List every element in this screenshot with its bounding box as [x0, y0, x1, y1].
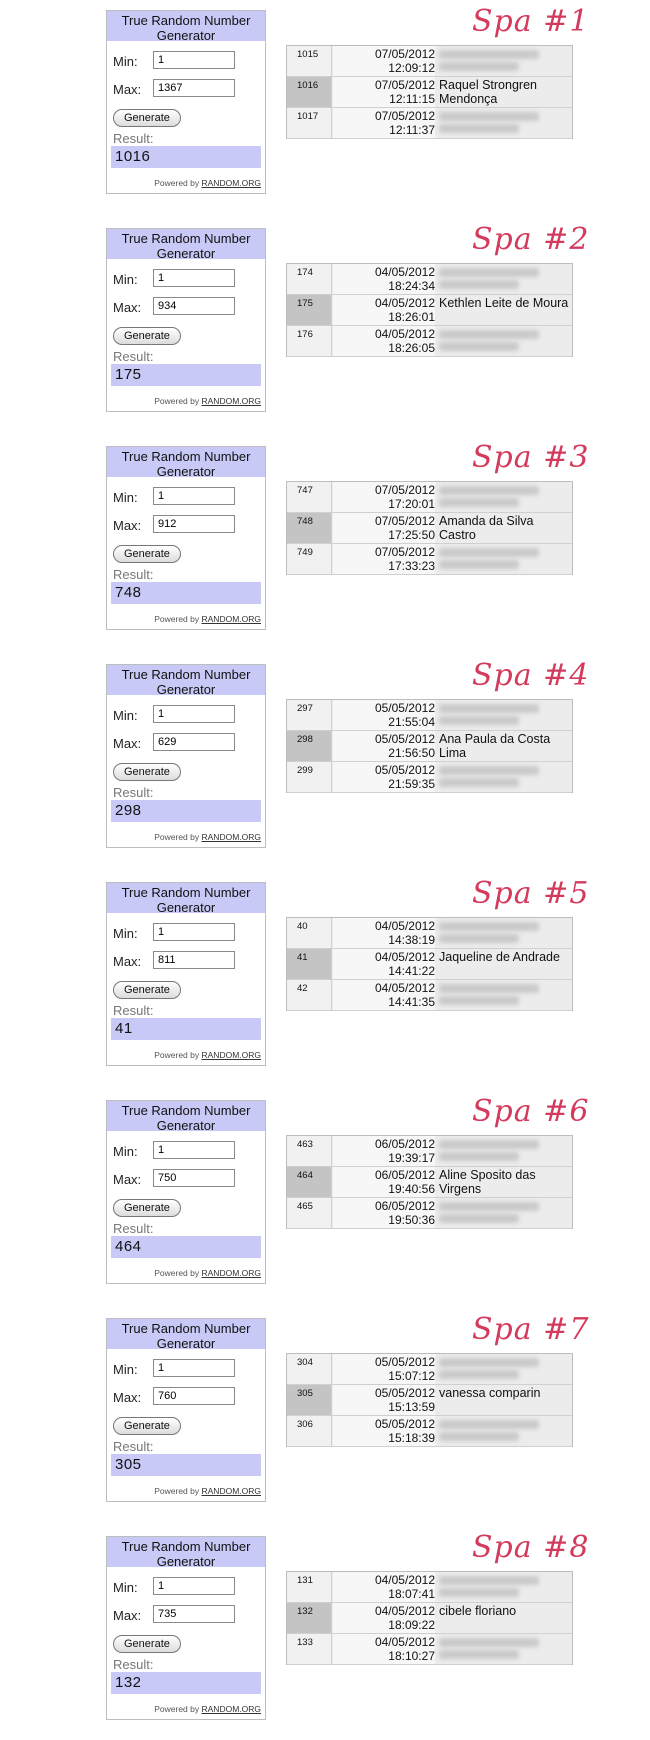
entries-table [286, 1135, 573, 1229]
max-input[interactable] [153, 1387, 235, 1405]
generate-button[interactable]: Generate [113, 981, 181, 999]
entry-number: 297 [287, 700, 332, 730]
widget-title: True Random Number Generator [107, 1101, 265, 1131]
spa-title: Spa #1 [472, 4, 590, 39]
entry-number: 304 [287, 1354, 332, 1384]
table-row [287, 1634, 572, 1665]
spa-section [0, 1308, 650, 1520]
entry-datetime [333, 1167, 435, 1197]
spa-section [0, 654, 650, 866]
entries-table [286, 699, 573, 793]
random-number-generator-widget [106, 1536, 266, 1720]
spa-title: Spa #7 [472, 1312, 590, 1347]
min-input[interactable] [153, 269, 235, 287]
spa-section [0, 872, 650, 1084]
entry-time: 17:20:01 [388, 497, 435, 511]
entry-name: Amanda da Silva Castro [439, 514, 534, 542]
entry-datetime [333, 295, 435, 325]
result-value: 41 [111, 1018, 261, 1040]
entry-number: 174 [287, 264, 332, 294]
table-row [287, 326, 572, 357]
powered-by-text: Powered by [154, 1050, 200, 1060]
powered-by-text: Powered by [154, 1268, 200, 1278]
generate-button[interactable]: Generate [113, 1635, 181, 1653]
table-row [287, 762, 572, 793]
spa-title: Spa #8 [472, 1530, 590, 1565]
entry-date: 07/05/2012 [374, 78, 435, 92]
max-input[interactable] [153, 1169, 235, 1187]
widget-title: True Random Number Generator [107, 1537, 265, 1567]
entry-date: 06/05/2012 [374, 1168, 435, 1182]
entry-datetime [333, 108, 435, 138]
spa-title: Spa #5 [472, 876, 590, 911]
entry-name-redacted [439, 1416, 571, 1446]
powered-by [154, 178, 261, 188]
min-input[interactable] [153, 923, 235, 941]
entry-date: 04/05/2012 [374, 981, 435, 995]
min-label: Min: [113, 54, 138, 69]
powered-by [154, 1050, 261, 1060]
max-input[interactable] [153, 297, 235, 315]
min-input[interactable] [153, 1577, 235, 1595]
entry-number: 748 [287, 513, 332, 543]
entry-name: Raquel Strongren Mendonça [439, 78, 537, 106]
result-label: Result: [113, 131, 154, 146]
spa-title: Spa #2 [472, 222, 590, 257]
entry-datetime [333, 1572, 435, 1602]
min-label: Min: [113, 926, 138, 941]
random-org-link[interactable]: RANDOM.ORG [201, 1704, 261, 1714]
entry-name: Aline Sposito das Virgens [439, 1168, 536, 1196]
entry-time: 12:11:37 [389, 123, 435, 137]
entry-time: 14:38:19 [388, 933, 435, 947]
result-value: 748 [111, 582, 261, 604]
entry-number: 298 [287, 731, 332, 761]
entry-datetime [333, 731, 435, 761]
entry-date: 05/05/2012 [374, 732, 435, 746]
entry-date: 05/05/2012 [374, 763, 435, 777]
entry-datetime [333, 1603, 435, 1633]
entry-date: 07/05/2012 [374, 109, 435, 123]
random-number-generator-widget [106, 882, 266, 1066]
entry-datetime [333, 762, 435, 792]
table-row [287, 1198, 572, 1229]
spa-title: Spa #3 [472, 440, 590, 475]
max-label: Max: [113, 954, 142, 969]
spa-section [0, 1090, 650, 1302]
powered-by [154, 1486, 261, 1496]
entry-time: 18:10:27 [388, 1649, 435, 1663]
result-value: 175 [111, 364, 261, 386]
result-label: Result: [113, 1439, 154, 1454]
entry-datetime [333, 77, 435, 107]
generate-button[interactable]: Generate [113, 545, 181, 563]
result-label: Result: [113, 567, 154, 582]
entry-date: 04/05/2012 [374, 950, 435, 964]
entry-time: 21:56:50 [388, 746, 435, 760]
entry-name: cibele floriano [439, 1604, 517, 1618]
result-value: 132 [111, 1672, 261, 1694]
table-row [287, 1603, 572, 1634]
entries-table [286, 45, 573, 139]
entry-name-redacted [439, 326, 571, 356]
entry-name-redacted [439, 1634, 571, 1664]
powered-by [154, 614, 261, 624]
random-number-generator-widget [106, 1100, 266, 1284]
table-row [287, 1572, 572, 1603]
entry-time: 15:07:12 [388, 1369, 435, 1383]
entry-time: 14:41:22 [388, 964, 435, 978]
table-row [287, 1416, 572, 1447]
entry-name-redacted [439, 700, 571, 730]
generate-button[interactable]: Generate [113, 1199, 181, 1217]
generate-button[interactable]: Generate [113, 109, 181, 127]
table-row [287, 980, 572, 1011]
entry-number: 131 [287, 1572, 332, 1602]
max-input[interactable] [153, 1605, 235, 1623]
min-label: Min: [113, 1580, 138, 1595]
entries-table [286, 481, 573, 575]
entry-name-redacted [439, 482, 571, 512]
random-number-generator-widget [106, 446, 266, 630]
entry-number: 41 [287, 949, 332, 979]
entry-name: vanessa comparin [439, 1386, 541, 1400]
max-input[interactable] [153, 79, 235, 97]
max-input[interactable] [153, 733, 235, 751]
table-row [287, 918, 572, 949]
entry-datetime [333, 1634, 435, 1664]
table-row [287, 700, 572, 731]
entry-number: 465 [287, 1198, 332, 1228]
min-input[interactable] [153, 51, 235, 69]
random-org-link[interactable]: RANDOM.ORG [201, 1486, 261, 1496]
max-label: Max: [113, 82, 142, 97]
table-row [287, 482, 572, 513]
max-label: Max: [113, 518, 142, 533]
entry-number: 464 [287, 1167, 332, 1197]
spa-title: Spa #6 [472, 1094, 590, 1129]
entry-time: 18:26:05 [388, 341, 435, 355]
entry-date: 04/05/2012 [374, 919, 435, 933]
spa-section [0, 0, 650, 212]
widget-title: True Random Number Generator [107, 665, 265, 695]
generate-button[interactable]: Generate [113, 1417, 181, 1435]
max-input[interactable] [153, 515, 235, 533]
entry-name-redacted [439, 544, 571, 574]
entry-name-redacted [439, 1136, 571, 1166]
min-label: Min: [113, 490, 138, 505]
entry-datetime [333, 1198, 435, 1228]
entry-name-redacted [439, 1354, 571, 1384]
generate-button[interactable]: Generate [113, 327, 181, 345]
table-row [287, 108, 572, 139]
min-input[interactable] [153, 1141, 235, 1159]
random-org-link[interactable]: RANDOM.ORG [201, 832, 261, 842]
entry-number: 175 [287, 295, 332, 325]
entry-number: 1016 [287, 77, 332, 107]
max-label: Max: [113, 736, 142, 751]
entry-time: 14:41:35 [388, 995, 435, 1009]
entry-time: 19:40:56 [388, 1182, 435, 1196]
spa-section [0, 218, 650, 430]
entry-time: 21:59:35 [388, 777, 435, 791]
entry-date: 07/05/2012 [374, 483, 435, 497]
result-value: 464 [111, 1236, 261, 1258]
entry-time: 19:50:36 [388, 1213, 435, 1227]
entry-date: 07/05/2012 [374, 514, 435, 528]
entry-date: 07/05/2012 [374, 47, 435, 61]
powered-by [154, 1268, 261, 1278]
max-label: Max: [113, 1608, 142, 1623]
random-org-link[interactable]: RANDOM.ORG [201, 396, 261, 406]
entry-time: 21:55:04 [388, 715, 435, 729]
powered-by-text: Powered by [154, 1486, 200, 1496]
max-label: Max: [113, 1172, 142, 1187]
entry-name-redacted [439, 918, 571, 948]
result-label: Result: [113, 1003, 154, 1018]
table-row [287, 264, 572, 295]
min-input[interactable] [153, 487, 235, 505]
entry-number: 1015 [287, 46, 332, 76]
table-row [287, 77, 572, 108]
entry-datetime [333, 326, 435, 356]
entry-name-redacted [439, 264, 571, 294]
entry-name-redacted [439, 108, 571, 138]
random-org-link[interactable]: RANDOM.ORG [201, 1050, 261, 1060]
entry-date: 04/05/2012 [374, 327, 435, 341]
min-label: Min: [113, 272, 138, 287]
random-org-link[interactable]: RANDOM.ORG [201, 178, 261, 188]
entry-name-redacted [439, 1198, 571, 1228]
table-row [287, 544, 572, 575]
result-label: Result: [113, 1221, 154, 1236]
powered-by-text: Powered by [154, 396, 200, 406]
entry-datetime [333, 1354, 435, 1384]
powered-by-text: Powered by [154, 1704, 200, 1714]
entry-datetime [333, 46, 435, 76]
entry-datetime [333, 482, 435, 512]
spa-section [0, 1526, 650, 1738]
entries-table [286, 263, 573, 357]
entries-table [286, 917, 573, 1011]
entry-date: 07/05/2012 [374, 545, 435, 559]
widget-title: True Random Number Generator [107, 229, 265, 259]
random-org-link[interactable]: RANDOM.ORG [201, 614, 261, 624]
entry-name-redacted [439, 762, 571, 792]
entry-date: 06/05/2012 [374, 1137, 435, 1151]
entry-time: 12:11:15 [389, 92, 435, 106]
widget-title: True Random Number Generator [107, 1319, 265, 1349]
entry-time: 19:39:17 [388, 1151, 435, 1165]
entry-time: 17:33:23 [388, 559, 435, 573]
entry-date: 05/05/2012 [374, 1417, 435, 1431]
entry-date: 04/05/2012 [374, 296, 435, 310]
table-row [287, 1167, 572, 1198]
table-row [287, 1354, 572, 1385]
min-label: Min: [113, 1362, 138, 1377]
entry-date: 04/05/2012 [374, 1635, 435, 1649]
table-row [287, 731, 572, 762]
widget-title: True Random Number Generator [107, 447, 265, 477]
table-row [287, 46, 572, 77]
max-label: Max: [113, 1390, 142, 1405]
entry-date: 05/05/2012 [374, 1355, 435, 1369]
entry-number: 306 [287, 1416, 332, 1446]
entry-number: 749 [287, 544, 332, 574]
result-label: Result: [113, 1657, 154, 1672]
max-input[interactable] [153, 951, 235, 969]
entry-time: 18:07:41 [388, 1587, 435, 1601]
powered-by-text: Powered by [154, 614, 200, 624]
min-label: Min: [113, 1144, 138, 1159]
entry-time: 15:18:39 [388, 1431, 435, 1445]
entry-datetime [333, 264, 435, 294]
powered-by-text: Powered by [154, 832, 200, 842]
entry-number: 42 [287, 980, 332, 1010]
entry-datetime [333, 544, 435, 574]
result-value: 305 [111, 1454, 261, 1476]
powered-by [154, 396, 261, 406]
random-number-generator-widget [106, 1318, 266, 1502]
entry-date: 06/05/2012 [374, 1199, 435, 1213]
entries-table [286, 1571, 573, 1665]
table-row [287, 949, 572, 980]
entry-number: 305 [287, 1385, 332, 1415]
table-row [287, 1136, 572, 1167]
min-input[interactable] [153, 705, 235, 723]
random-number-generator-widget [106, 228, 266, 412]
entry-time: 15:13:59 [388, 1400, 435, 1414]
entry-datetime [333, 1416, 435, 1446]
random-org-link[interactable]: RANDOM.ORG [201, 1268, 261, 1278]
powered-by [154, 1704, 261, 1714]
spa-section [0, 436, 650, 648]
powered-by-text: Powered by [154, 178, 200, 188]
entry-name: Jaqueline de Andrade [439, 950, 560, 964]
entry-date: 05/05/2012 [374, 1386, 435, 1400]
entry-datetime [333, 1385, 435, 1415]
entry-number: 40 [287, 918, 332, 948]
entry-name-redacted [439, 46, 571, 76]
entry-datetime [333, 949, 435, 979]
entry-date: 04/05/2012 [374, 1604, 435, 1618]
entry-datetime [333, 700, 435, 730]
entry-date: 04/05/2012 [374, 265, 435, 279]
generate-button[interactable]: Generate [113, 763, 181, 781]
entry-datetime [333, 980, 435, 1010]
entry-name-redacted [439, 980, 571, 1010]
entry-number: 299 [287, 762, 332, 792]
table-row [287, 513, 572, 544]
entry-number: 133 [287, 1634, 332, 1664]
random-number-generator-widget [106, 664, 266, 848]
entry-number: 463 [287, 1136, 332, 1166]
result-label: Result: [113, 785, 154, 800]
entry-datetime [333, 513, 435, 543]
entry-number: 176 [287, 326, 332, 356]
entry-time: 12:09:12 [388, 61, 435, 75]
table-row [287, 295, 572, 326]
entry-name: Ana Paula da Costa Lima [439, 732, 551, 760]
table-row [287, 1385, 572, 1416]
entry-number: 747 [287, 482, 332, 512]
result-value: 1016 [111, 146, 261, 168]
entry-datetime [333, 918, 435, 948]
random-number-generator-widget [106, 10, 266, 194]
entry-time: 18:24:34 [388, 279, 435, 293]
min-label: Min: [113, 708, 138, 723]
entry-datetime [333, 1136, 435, 1166]
widget-title: True Random Number Generator [107, 11, 265, 41]
result-label: Result: [113, 349, 154, 364]
entry-date: 04/05/2012 [374, 1573, 435, 1587]
max-label: Max: [113, 300, 142, 315]
min-input[interactable] [153, 1359, 235, 1377]
powered-by [154, 832, 261, 842]
entry-time: 18:09:22 [388, 1618, 435, 1632]
entry-number: 132 [287, 1603, 332, 1633]
widget-title: True Random Number Generator [107, 883, 265, 913]
entry-number: 1017 [287, 108, 332, 138]
entry-name-redacted [439, 1572, 571, 1602]
entries-table [286, 1353, 573, 1447]
entry-time: 17:25:50 [388, 528, 435, 542]
entry-name: Kethlen Leite de Moura [439, 296, 569, 310]
entry-date: 05/05/2012 [374, 701, 435, 715]
spa-title: Spa #4 [472, 658, 590, 693]
entry-time: 18:26:01 [388, 310, 435, 324]
result-value: 298 [111, 800, 261, 822]
